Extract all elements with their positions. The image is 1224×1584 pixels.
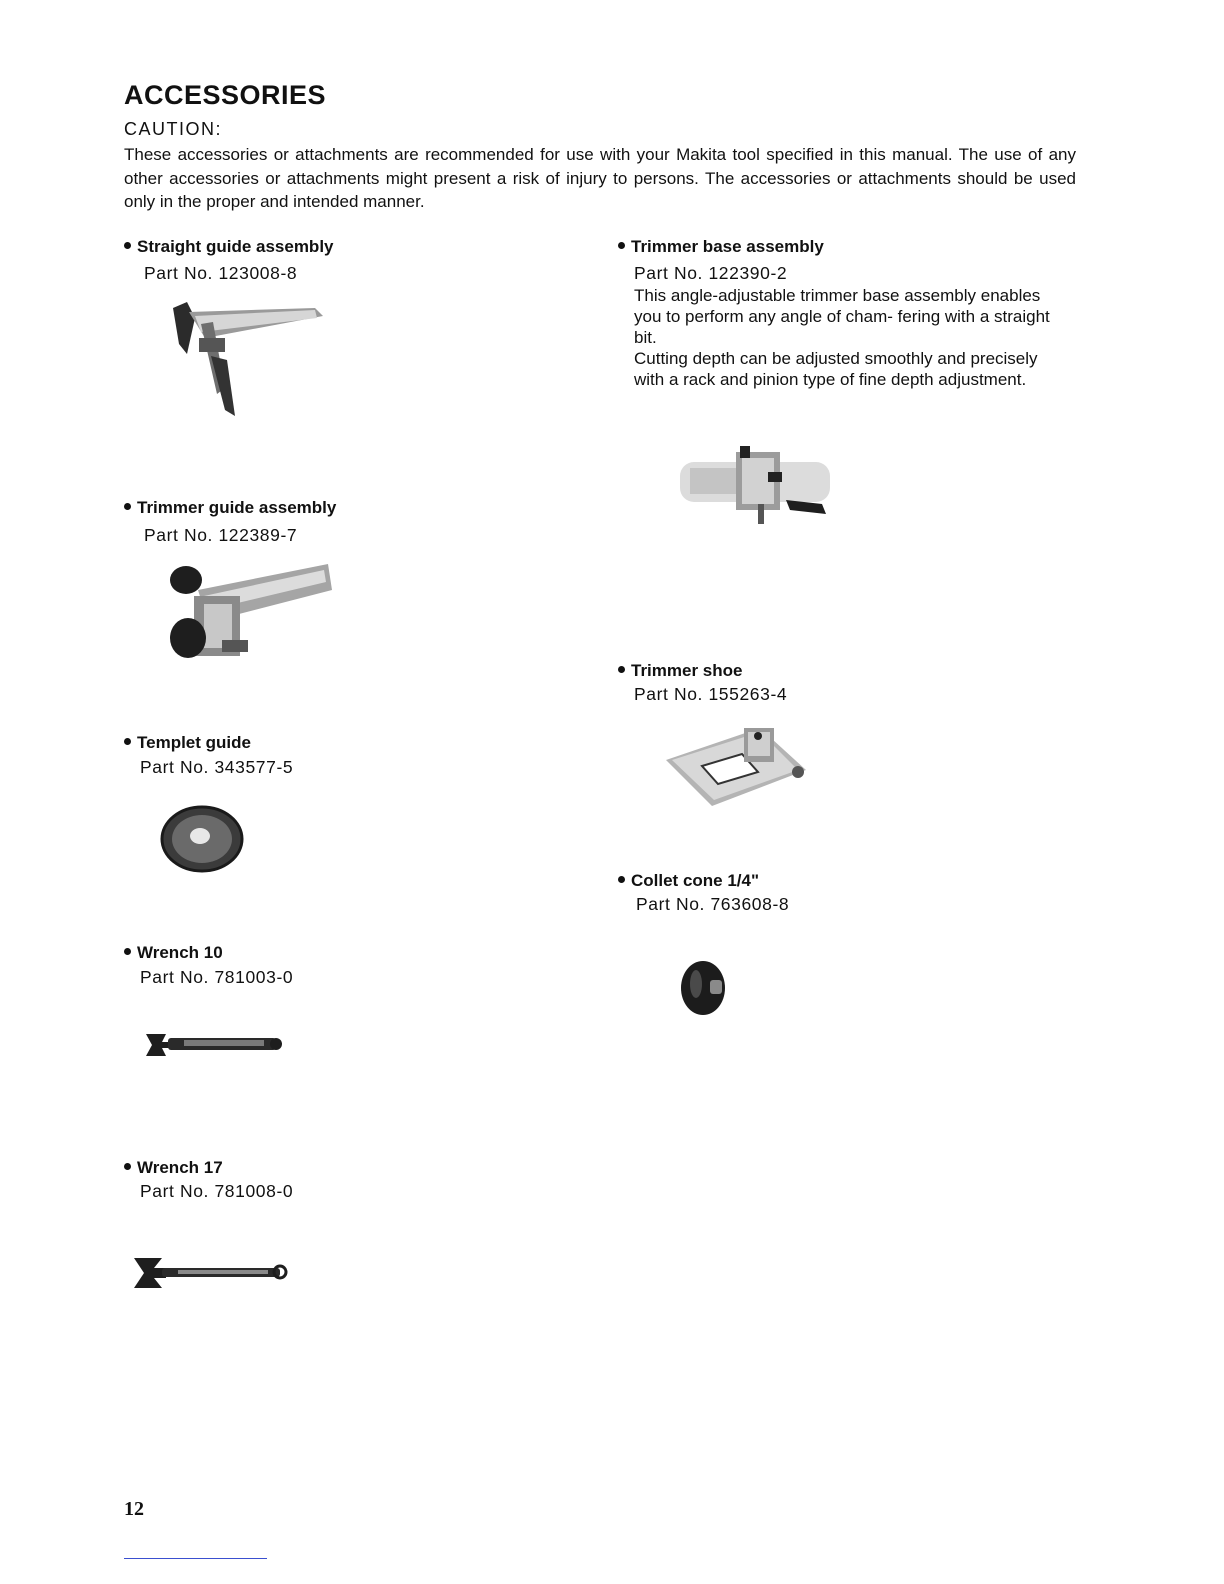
item-trimmer-guide-name: Trimmer guide assembly [124, 498, 336, 518]
bullet-icon [124, 242, 131, 249]
bullet-icon [618, 666, 625, 673]
item-straight-guide-name: Straight guide assembly [124, 237, 334, 257]
collet-cone-icon [678, 960, 728, 1016]
bullet-icon [618, 876, 625, 883]
item-collet-cone-name: Collet cone 1/4" [618, 871, 759, 891]
bullet-icon [124, 1163, 131, 1170]
item-trimmer-base-part-no: Part No. 122390-2 [634, 263, 788, 283]
bullet-icon [618, 242, 625, 249]
item-straight-guide-part-no: Part No. 123008-8 [144, 263, 298, 283]
item-templet-guide-part-no: Part No. 343577-5 [140, 757, 294, 777]
bullet-icon [124, 503, 131, 510]
item-trimmer-shoe-name: Trimmer shoe [618, 661, 743, 681]
wrench-icon [144, 1030, 284, 1058]
straight-guide-icon [165, 298, 325, 420]
trimmer-shoe-icon [664, 722, 810, 810]
caution-text: These accessories or attachments are recommended for use with your Makita tool specified in this manual. The use of any other accessories or attachments might present a risk of injury to persons. The accessories or attachments should be used only in the proper and intended manner. [124, 145, 1076, 211]
item-trimmer-shoe-part-no: Part No. 155263-4 [634, 684, 788, 704]
wrench-icon [132, 1256, 288, 1290]
trimmer-base-icon [676, 444, 836, 528]
item-collet-cone-part-no: Part No. 763608-8 [636, 894, 790, 914]
item-wrench-10-name: Wrench 10 [124, 943, 223, 963]
item-trimmer-guide-part-no: Part No. 122389-7 [144, 525, 298, 545]
item-trimmer-base-name: Trimmer base assembly [618, 237, 824, 257]
item-wrench-17-name: Wrench 17 [124, 1158, 223, 1178]
bullet-icon [124, 738, 131, 745]
item-templet-guide-name: Templet guide [124, 733, 251, 753]
bullet-icon [124, 948, 131, 955]
footer-divider [124, 1558, 267, 1559]
description-paragraph: Cutting depth can be adjusted smoothly and precisely with a rack and pinion type of fine depth adjustment. [634, 349, 1038, 389]
item-wrench-10-part-no: Part No. 781003-0 [140, 967, 294, 987]
page-title: ACCESSORIES [124, 80, 327, 110]
item-trimmer-base-description [634, 285, 1052, 390]
description-paragraph: This angle-adjustable trimmer base assembly enables you to perform any angle of cham- fering with a straight bit. [634, 286, 1050, 347]
templet-guide-icon [160, 806, 244, 872]
trimmer-guide-icon [168, 560, 336, 666]
item-wrench-17-part-no: Part No. 781008-0 [140, 1181, 294, 1201]
caution-label: CAUTION: [124, 119, 223, 139]
page-number: 12 [124, 1498, 144, 1520]
